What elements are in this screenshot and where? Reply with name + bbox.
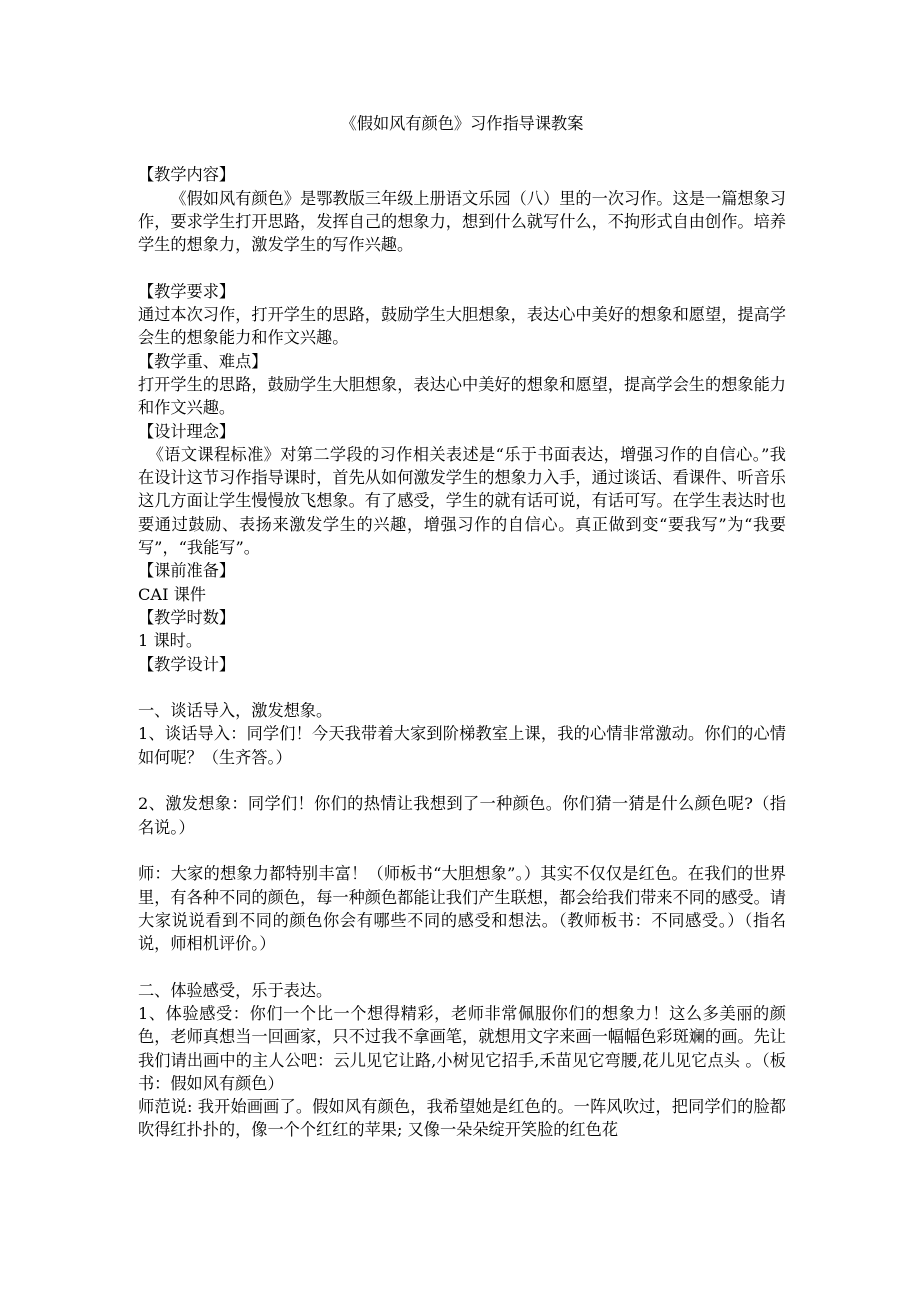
spacer [138, 955, 786, 978]
document-title: 《假如风有颜色》习作指导课教案 [340, 114, 584, 133]
paragraph-hours: 1 课时。 [138, 631, 203, 651]
spacer [138, 769, 786, 792]
document-page [138, 112, 786, 1142]
design-part2-heading: 二、体验感受，乐于表达。 [138, 980, 333, 1000]
spacer [138, 839, 786, 862]
paragraph-concept: 《语文课程标准》对第二学段的习作相关表述是“乐于书面表达，增强习作的自信心。”我在设计这节习作指导课时，首先从如何激发学生的想象力入手，通过谈话、看课件、听音乐这几方面让学生慢慢放飞想象。有了感受，学生的就有话可说，有话可写。在学生表达时也要通过鼓励、表扬来激发学生的兴趣，增强习作的自信心。真正做到变“要我写”为“我要写”，“我能写”。 [138, 444, 786, 558]
spacer [138, 256, 786, 279]
spacer [138, 676, 786, 699]
paragraph-prep: CAI 课件 [138, 584, 206, 604]
paragraph-focus: 打开学生的思路，鼓励学生大胆想象，表达心中美好的想象和愿望，提高学会生的想象能力和作文兴趣。 [138, 374, 786, 418]
section-heading-requirement: 【教学要求】 [138, 281, 236, 301]
section-heading-content: 【教学内容】 [138, 165, 236, 185]
section-heading-prep: 【课前准备】 [138, 561, 236, 581]
design-part2-demo: 师范说: 我开始画画了。假如风有颜色，我希望她是红色的。一阵风吹过，把同学们的脸都吹得红扑扑的，像一个个红红的苹果; 又像一朵朵绽开笑脸的红色花 [138, 1097, 786, 1140]
design-part1-teacher: 师：大家的想象力都特别丰富！（师板书“大胆想象”。）其实不仅仅是红色。在我们的世界里，有各种不同的颜色，每一种颜色都能让我们产生联想，都会给我们带来不同的感受。请大家说说看到不同的颜色你会有哪些不同的感受和想法。（教师板书：不同感受。）（指名说，师相机评价。） [138, 864, 786, 954]
paragraph-requirement: 通过本次习作，打开学生的思路，鼓励学生大胆想象，表达心中美好的想象和愿望，提高学会生的想象能力和作文兴趣。 [138, 305, 786, 348]
section-heading-hours: 【教学时数】 [138, 607, 236, 627]
section-heading-focus: 【教学重、难点】 [138, 351, 268, 371]
design-part1-step2: 2、激发想象：同学们！你们的热情让我想到了一种颜色。你们猜一猜是什么颜色呢?（指名说。） [138, 794, 786, 837]
design-part1-heading: 一、谈话导入，激发想象。 [138, 701, 333, 721]
paragraph-content: 《假如风有颜色》是鄂教版三年级上册语文乐园（八）里的一次习作。这是一篇想象习作，要求学生打开思路，发挥自己的想象力，想到什么就写什么，不拘形式自由创作。培养学生的想象力，激发学生的写作兴趣。 [138, 188, 786, 255]
design-part2-step1: 1、体验感受：你们一个比一个想得精彩，老师非常佩服你们的想象力！这么多美丽的颜色，老师真想当一回画家，只不过我不拿画笔，就想用文字来画一幅幅色彩斑斓的画。先让我们请出画中的主人公吧：云儿见它让路,小树见它招手,禾苗见它弯腰,花儿见它点头 。（板书：假如风有颜色） [138, 1003, 786, 1093]
section-heading-design: 【教学设计】 [138, 654, 236, 674]
section-heading-concept: 【设计理念】 [138, 421, 236, 441]
design-part1-step1: 1、谈话导入：同学们！今天我带着大家到阶梯教室上课，我的心情非常激动。你们的心情如何呢？（生齐答。） [138, 724, 786, 767]
